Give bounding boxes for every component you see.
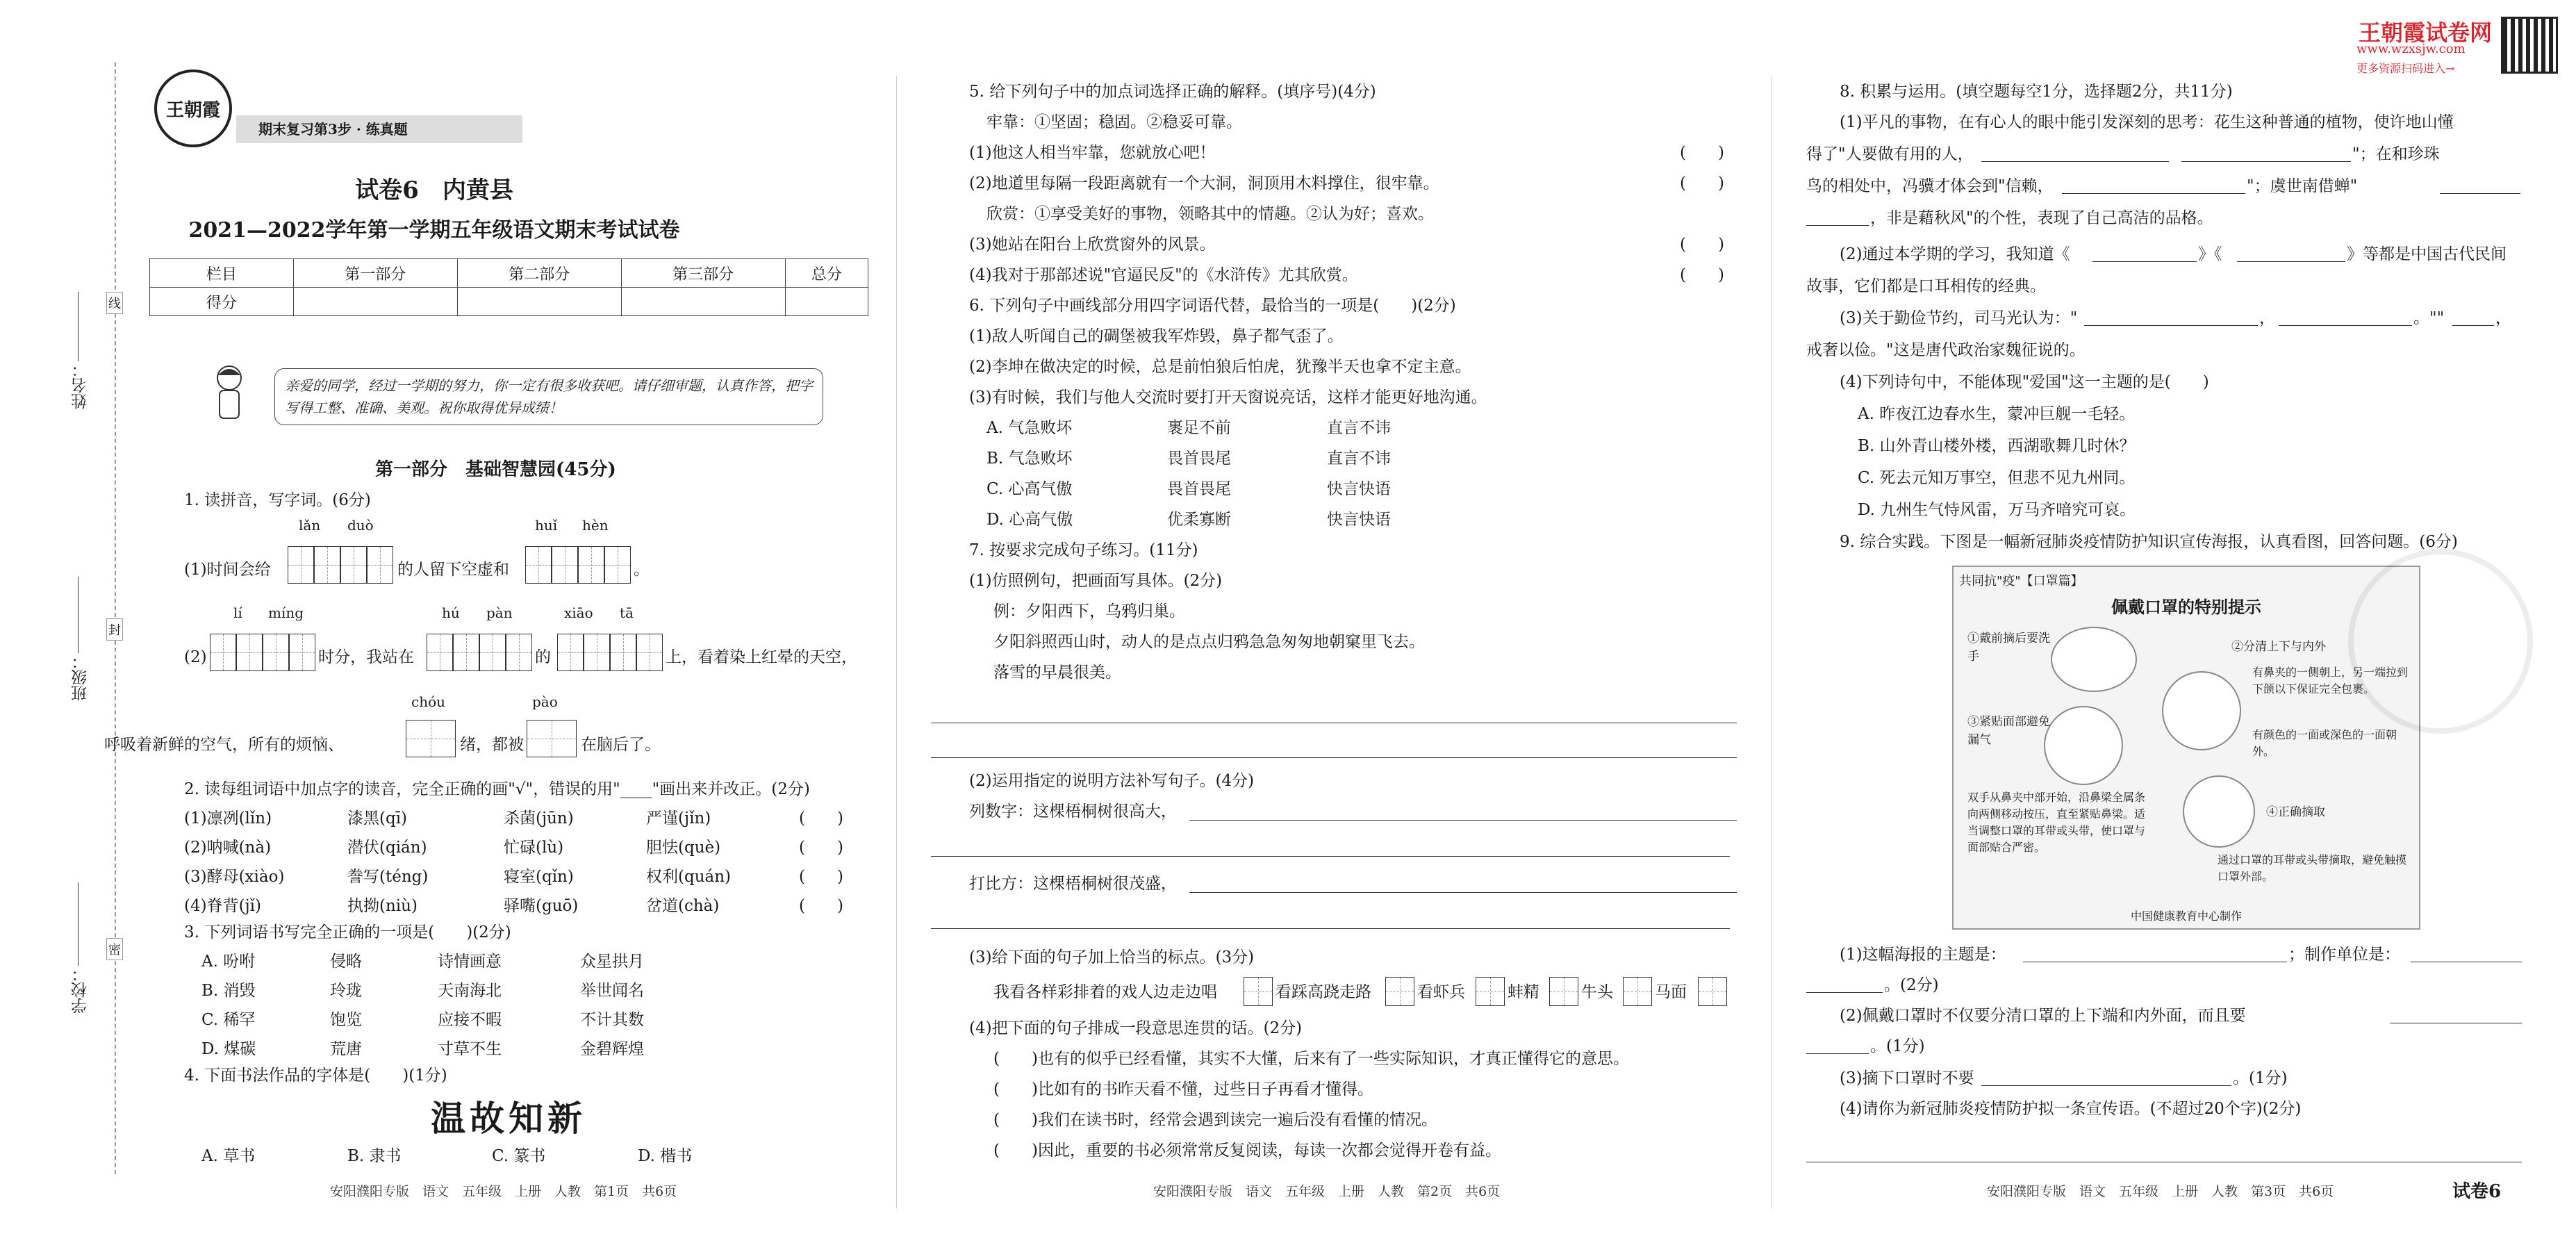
q4-stem: 4. 下面书法作品的字体是( )(1分) bbox=[184, 1067, 447, 1085]
q9-s1: (1)这幅海报的主题是： bbox=[1840, 946, 2006, 964]
q2-answer[interactable]: ( ) bbox=[799, 809, 843, 828]
q6-opt: 裹足不前 bbox=[1167, 419, 1231, 437]
q8-dopt[interactable]: B. 山外青山楼外楼，西湖歌舞几时休？ bbox=[1858, 437, 2136, 455]
logo-banner: 期末复习第3步 · 练真题 bbox=[236, 115, 522, 143]
q6-s3: (3)有时候，我们与他人交流时要打开天窗说亮话，这样才能更好地沟通。 bbox=[969, 388, 1487, 406]
student-figure bbox=[208, 361, 250, 424]
punct-box[interactable] bbox=[1549, 977, 1578, 1006]
answer-line[interactable] bbox=[2440, 193, 2520, 194]
q1-line3-b: 绪，都被 bbox=[460, 736, 524, 754]
pinyin: hèn bbox=[582, 517, 609, 534]
poster-step3: ③紧贴面部避免漏气 bbox=[1967, 715, 2050, 747]
score-header: 第一部分 bbox=[293, 259, 457, 288]
punct-box[interactable] bbox=[1623, 977, 1652, 1006]
q6-opt[interactable]: C. 心高气傲 bbox=[986, 480, 1073, 498]
pinyin: xiāo bbox=[564, 604, 593, 621]
school-field[interactable] bbox=[78, 882, 79, 966]
q2-word: 驿嘴(guō) bbox=[504, 897, 579, 915]
q4-opt[interactable]: D. 楷书 bbox=[638, 1147, 693, 1165]
q4-opt[interactable]: B. 隶书 bbox=[347, 1147, 402, 1165]
poster-step3-text: 有颜色的一面或深色的一面朝外。 bbox=[2252, 728, 2397, 758]
char-box[interactable] bbox=[236, 634, 263, 671]
q3-opt: 众星拱月 bbox=[580, 953, 644, 971]
score-header: 第三部分 bbox=[621, 259, 785, 288]
punct-box[interactable] bbox=[1698, 977, 1727, 1006]
poster-title: 佩戴口罩的特别提示 bbox=[2111, 597, 2261, 617]
q7-sub2: (2)运用指定的说明方法补写句子。(4分) bbox=[969, 772, 1255, 790]
char-box[interactable] bbox=[604, 546, 631, 584]
q8-d1: (4)下列诗句中，不能体现"爱国"这一主题的是( ) bbox=[1840, 373, 2209, 391]
q6-opt[interactable]: B. 气急败坏 bbox=[986, 450, 1073, 468]
seal-watermark bbox=[2348, 549, 2533, 734]
poster-step2-text: 有鼻夹的一侧朝上，另一端拉到下颌以下保证完全包裹。 bbox=[2252, 666, 2409, 695]
q8-a4: ，非是藉秋风"的个性，表现了自己高洁的品格。 bbox=[1870, 209, 2213, 227]
poster-step2: ②分清上下与内外 bbox=[2231, 640, 2326, 654]
q8-b1b: 》《 bbox=[2198, 245, 2222, 263]
pinyin: lǎn bbox=[299, 517, 321, 534]
q7-sub3: (3)给下面的句子加上恰当的标点。(3分) bbox=[969, 948, 1255, 966]
pinyin: hú bbox=[442, 604, 460, 621]
q1-stem: 1. 读拼音，写字词。(6分) bbox=[184, 491, 371, 509]
q8-b2: 故事，它们都是口耳相传的经典。 bbox=[1806, 277, 2046, 295]
score-row-label: 得分 bbox=[150, 288, 294, 316]
q8-b1: (2)通过本学期的学习，我知道《 bbox=[1840, 245, 2070, 263]
q2-stem: 2. 读每组词语中加点字的读音，完全正确的画"√"，错误的用"____"画出来并改正。(2分) bbox=[184, 780, 810, 798]
punct-text: 我看各样彩排着的戏人边走边唱 bbox=[993, 983, 1217, 1001]
q3-opt: 举世闻名 bbox=[580, 982, 644, 1000]
order-item[interactable]: ( )因此，重要的书必须常常反复阅读，每读一次都会觉得开卷有益。 bbox=[993, 1142, 1501, 1160]
q6-opt[interactable]: A. 气急败坏 bbox=[986, 419, 1073, 437]
q6-opt: 畏首畏尾 bbox=[1167, 480, 1231, 498]
char-box[interactable] bbox=[578, 546, 604, 584]
name-label: 姓名： bbox=[72, 361, 90, 409]
answer-line[interactable] bbox=[931, 928, 1730, 929]
q1-line2-c: 的 bbox=[535, 648, 551, 666]
q1-line3-a: 呼吸着新鲜的空气，所有的烦恼、 bbox=[104, 736, 344, 754]
q5-answer[interactable]: ( ) bbox=[1680, 266, 1724, 284]
answer-line[interactable] bbox=[1189, 820, 1737, 821]
pinyin: pào bbox=[532, 693, 558, 710]
binding-tag-xian: 线 bbox=[106, 292, 123, 314]
char-box[interactable] bbox=[427, 634, 453, 671]
score-header: 第二部分 bbox=[457, 259, 621, 288]
q2-word: 潜伏(qián) bbox=[347, 839, 427, 857]
punct-text: 蚌精 bbox=[1508, 983, 1539, 1001]
score-header: 栏目 bbox=[150, 259, 294, 288]
brand-tagline: 更多资源扫码进入→ bbox=[2356, 62, 2455, 75]
q6-s1: (1)敌人听闻自己的碉堡被我军炸毁，鼻子都气歪了。 bbox=[969, 327, 1344, 345]
binding-tag-mi: 密 bbox=[106, 938, 123, 960]
answer-line[interactable] bbox=[2084, 325, 2258, 326]
answer-line[interactable] bbox=[1189, 892, 1737, 893]
q7-example1: 例：夕阳西下，乌鸦归巢。 bbox=[993, 602, 1185, 620]
char-box[interactable] bbox=[525, 546, 552, 584]
q7-sub1: (1)仿照例句，把画面写具体。(2分) bbox=[969, 572, 1223, 590]
q8-a3: 鸟的相处中，冯骥才体会到"信赖， bbox=[1806, 177, 2054, 195]
q7-method1: 列数字：这棵梧桐树很高大， bbox=[969, 802, 1177, 821]
answer-line[interactable] bbox=[931, 856, 1730, 857]
char-box[interactable] bbox=[479, 634, 506, 671]
char-box[interactable] bbox=[314, 546, 340, 584]
char-box[interactable] bbox=[340, 546, 367, 584]
q8-a1: (1)平凡的事物，在有心人的眼中能引发深刻的思考：花生这种普通的植物，使许地山懂 bbox=[1840, 113, 2454, 131]
q3-opt: 天南海北 bbox=[438, 982, 502, 1000]
q1-line2-d: 上，看着染上红晕的天空， bbox=[666, 648, 857, 666]
remove-mask-icon bbox=[2183, 775, 2255, 848]
q3-opt[interactable]: B. 消毁 bbox=[201, 982, 256, 1000]
q3-opt: 侵略 bbox=[330, 953, 362, 971]
answer-line[interactable] bbox=[1981, 161, 2169, 162]
q6-opt: 直言不讳 bbox=[1327, 419, 1391, 437]
footer-page2: 安阳濮阳专版 语文 五年级 上册 人教 第2页 共6页 bbox=[1153, 1184, 1501, 1199]
q1-line1-b: 的人留下空虚和 bbox=[397, 561, 509, 579]
poster-maker: 中国健康教育中心制作 bbox=[2130, 909, 2242, 923]
q2-word: (2)呐喊(nà) bbox=[184, 839, 272, 857]
calligraphy-art: 温故知新 bbox=[431, 1098, 586, 1139]
q8-c1: (3)关于勤俭节约，司马光认为：" bbox=[1840, 309, 2078, 327]
q5-def2: 欣赏：①享受美好的事物，领略其中的情趣。②认为好；喜欢。 bbox=[986, 205, 1434, 223]
punct-box[interactable] bbox=[1244, 977, 1273, 1006]
score-header: 总分 bbox=[785, 259, 868, 288]
char-box[interactable] bbox=[367, 546, 393, 584]
logo-text: 王朝霞 bbox=[165, 99, 220, 121]
order-item[interactable]: ( )我们在读书时，经常会遇到读完一遍后没有看懂的情况。 bbox=[993, 1111, 1437, 1129]
answer-line[interactable] bbox=[2279, 325, 2412, 326]
hand-washing-icon bbox=[2051, 627, 2137, 692]
q2-word: 杀菌(jūn) bbox=[504, 809, 574, 828]
q8-a2b: "；在和珍珠 bbox=[2352, 145, 2440, 163]
brand-url: www.wzxsjw.com bbox=[2356, 42, 2466, 56]
poster-press-text: 双手从鼻夹中部开始，沿鼻梁全属条向两侧移动按压，直至紧贴鼻梁。适当调整口罩的耳带或头带，使口罩与面部贴合严密。 bbox=[1967, 791, 2146, 854]
char-box[interactable] bbox=[610, 634, 636, 671]
order-item[interactable]: ( )也有的似乎已经看懂，其实不大懂，后来有了一些实际知识，才真正懂得它的意思。 bbox=[993, 1050, 1629, 1068]
poster-step4: ④正确摘取 bbox=[2266, 805, 2325, 819]
q3-opt[interactable]: A. 吩咐 bbox=[201, 953, 256, 971]
q2-answer[interactable]: ( ) bbox=[799, 868, 843, 886]
exam-tag: 试卷6 bbox=[2452, 1181, 2502, 1202]
q6-opt: 畏首畏尾 bbox=[1167, 450, 1231, 468]
q8-stem: 8. 积累与运用。(填空题每空1分，选择题2分，共11分) bbox=[1840, 83, 2233, 101]
q3-opt[interactable]: C. 稀罕 bbox=[201, 1011, 256, 1029]
q5-answer[interactable]: ( ) bbox=[1680, 236, 1724, 254]
q9-s4: (4)请你为新冠肺炎疫情防护拟一条宣传语。(不超过20个字)(2分) bbox=[1840, 1100, 2302, 1118]
part1-title: 第一部分 基础智慧园(45分) bbox=[375, 459, 616, 480]
q8-dopt[interactable]: C. 死去元知万事空，但悲不见九州同。 bbox=[1858, 469, 2136, 487]
q8-b1c: 》等都是中国古代民间 bbox=[2347, 245, 2507, 263]
char-box[interactable] bbox=[288, 546, 314, 584]
pinyin: duò bbox=[347, 517, 374, 534]
punct-text: 看虾兵 bbox=[1417, 983, 1465, 1001]
q7-example3: 落雪的早晨很美。 bbox=[993, 664, 1121, 682]
q7-method2: 打比方：这棵梧桐树很茂盛， bbox=[969, 875, 1177, 893]
char-box[interactable] bbox=[263, 634, 289, 671]
q2-word: 执拗(niù) bbox=[347, 897, 418, 915]
q2-word: 胆怯(què) bbox=[646, 839, 721, 857]
face-mask-icon bbox=[2044, 706, 2123, 785]
char-box[interactable] bbox=[453, 634, 479, 671]
q6-opt: 快言快语 bbox=[1327, 480, 1391, 498]
answer-line[interactable] bbox=[1806, 992, 1883, 993]
char-box[interactable] bbox=[552, 546, 578, 584]
q1-line2-b: 时分，我站在 bbox=[318, 648, 414, 666]
q8-dopt[interactable]: D. 九州生气恃风雷，万马齐喑究可哀。 bbox=[1858, 501, 2136, 519]
q1-line1-c: 。 bbox=[634, 561, 650, 579]
char-box[interactable] bbox=[210, 634, 236, 671]
char-box[interactable] bbox=[636, 634, 663, 671]
q2-word: 寝室(qǐn) bbox=[504, 868, 574, 886]
q9-s1c: 。(2分) bbox=[1884, 976, 1939, 994]
q7-example2: 夕阳斜照西山时，动人的是点点归鸦急急匆匆地朝窠里飞去。 bbox=[993, 633, 1425, 651]
q2-word: (3)酵母(xiào) bbox=[184, 868, 285, 886]
q4-opt[interactable]: C. 篆书 bbox=[492, 1147, 546, 1165]
q2-answer[interactable]: ( ) bbox=[799, 839, 843, 857]
q1-line3-c: 在脑后了。 bbox=[581, 736, 661, 754]
poster-step4-text: 通过口罩的耳带或头带摘取，避免触摸口罩外部。 bbox=[2218, 853, 2407, 883]
punct-text: 马面 bbox=[1655, 983, 1687, 1001]
answer-line[interactable] bbox=[2062, 193, 2245, 194]
q2-word: 誊写(téng) bbox=[347, 868, 429, 886]
class-label: 班级： bbox=[72, 653, 90, 701]
q6-opt: 优柔寡断 bbox=[1167, 511, 1231, 529]
q6-opt: 直言不讳 bbox=[1327, 450, 1391, 468]
answer-line[interactable] bbox=[2237, 261, 2345, 262]
answer-line[interactable] bbox=[2452, 325, 2494, 326]
q9-stem: 9. 综合实践。下图是一幅新冠肺炎疫情防护知识宣传海报，认真看图，回答问题。(6分) bbox=[1840, 533, 2458, 551]
q3-opt: 不计其数 bbox=[580, 1011, 644, 1029]
q9-s3b: 。(1分) bbox=[2233, 1069, 2288, 1087]
q8-dopt[interactable]: A. 昨夜江边春水生，蒙冲巨舰一毛轻。 bbox=[1858, 405, 2136, 423]
q3-opt: 饱览 bbox=[330, 1011, 362, 1029]
char-box[interactable] bbox=[289, 634, 315, 671]
poster-step1: ①戴前摘后要洗手 bbox=[1967, 632, 2050, 664]
punct-text: 牛头 bbox=[1581, 983, 1613, 1001]
q5-def1: 牢靠：①坚固；稳固。②稳妥可靠。 bbox=[986, 113, 1242, 131]
q2-word: 权利(quán) bbox=[646, 868, 732, 886]
answer-line[interactable] bbox=[931, 757, 1737, 758]
page-divider bbox=[896, 76, 897, 1208]
q3-opt: 荒唐 bbox=[330, 1040, 362, 1058]
q2-word: (1)凛冽(lǐn) bbox=[184, 809, 272, 828]
mask-icon bbox=[2162, 671, 2241, 750]
q9-s1b: ；制作单位是： bbox=[2288, 946, 2400, 964]
q5-answer[interactable]: ( ) bbox=[1680, 144, 1724, 162]
brand-name: 王朝霞试卷网 bbox=[2359, 19, 2493, 46]
q6-s2: (2)李坤在做决定的时候，总是前怕狼后怕虎，犹豫半天也拿不定主意。 bbox=[969, 358, 1471, 376]
q4-opt[interactable]: A. 草书 bbox=[201, 1147, 256, 1165]
q8-c2: 戒奢以俭。"这是唐代政治家魏征说的。 bbox=[1806, 341, 2086, 359]
pinyin: míng bbox=[268, 604, 304, 621]
q9-s3: (3)摘下口罩时不要 bbox=[1840, 1069, 1974, 1087]
q5-stem: 5. 给下列句子中的加点词选择正确的解释。(填序号)(4分) bbox=[969, 83, 1376, 101]
school-label: 学校： bbox=[72, 966, 90, 1014]
footer-page3: 安阳濮阳专版 语文 五年级 上册 人教 第3页 共6页 bbox=[1987, 1184, 2334, 1199]
score-cell[interactable] bbox=[785, 288, 868, 316]
answer-line[interactable] bbox=[2181, 161, 2351, 162]
class-field[interactable] bbox=[78, 577, 79, 653]
q3-stem: 3. 下列词语书写完全正确的一项是( )(2分) bbox=[184, 923, 511, 941]
q8-c1d: ， bbox=[2495, 309, 2511, 327]
punct-box[interactable] bbox=[1385, 977, 1414, 1006]
q8-a2: 得了"人要做有用的人， bbox=[1806, 145, 1974, 163]
q6-opt[interactable]: D. 心高气傲 bbox=[986, 511, 1073, 529]
char-box[interactable] bbox=[406, 720, 456, 757]
q1-line1-a: (1)时间会给 bbox=[184, 561, 271, 579]
answer-line[interactable] bbox=[2092, 261, 2197, 262]
char-box[interactable] bbox=[527, 720, 577, 757]
q6-opt: 快言快语 bbox=[1327, 511, 1391, 529]
pinyin: huǐ bbox=[535, 517, 558, 534]
poster-top: 共同抗"疫"【口罩篇】 bbox=[1959, 574, 2083, 588]
q3-opt: 诗情画意 bbox=[438, 953, 502, 971]
q5-s4: (4)我对于那部述说"官逼民反"的《水浒传》尤其欣赏。 bbox=[969, 266, 1358, 284]
q2-word: 严谨(jǐn) bbox=[646, 809, 711, 828]
char-box[interactable] bbox=[506, 634, 532, 671]
greeting-box: 亲爱的同学，经过一学期的努力，你一定有很多收获吧。请仔细审题，认真作答，把字写得工整、准确、美观。祝你取得优异成绩！ bbox=[274, 368, 823, 425]
score-cell[interactable] bbox=[293, 288, 457, 316]
char-box[interactable] bbox=[557, 634, 584, 671]
name-field[interactable] bbox=[78, 292, 79, 361]
answer-line[interactable] bbox=[1806, 225, 1869, 226]
q2-word: (4)脊背(jǐ) bbox=[184, 897, 262, 915]
pinyin: lí bbox=[233, 604, 242, 621]
q5-s2: (2)地道里每隔一段距离就有一个大洞，洞顶用木料撑住，很牢靠。 bbox=[969, 174, 1439, 192]
q3-opt: 应接不暇 bbox=[438, 1011, 502, 1029]
answer-line[interactable] bbox=[1981, 1085, 2231, 1086]
binding-tag-feng: 封 bbox=[106, 618, 123, 641]
logo bbox=[154, 69, 232, 147]
score-cell[interactable] bbox=[457, 288, 621, 316]
pinyin: pàn bbox=[486, 604, 513, 621]
q2-word: 忙碌(lù) bbox=[504, 839, 564, 857]
q3-opt: 金碧辉煌 bbox=[580, 1040, 644, 1058]
q3-opt: 寸草不生 bbox=[438, 1040, 502, 1058]
q7-sub4: (4)把下面的句子排成一段意思连贯的话。(2分) bbox=[969, 1019, 1303, 1037]
q5-s1: (1)他这人相当牢靠，您就放心吧！ bbox=[969, 144, 1216, 162]
q5-s3: (3)她站在阳台上欣赏窗外的风景。 bbox=[969, 236, 1216, 254]
char-box[interactable] bbox=[584, 634, 610, 671]
q2-word: 漆黑(qī) bbox=[347, 809, 408, 828]
punct-box[interactable] bbox=[1476, 977, 1505, 1006]
q8-c1c: 。"" bbox=[2413, 309, 2445, 327]
answer-line[interactable] bbox=[1806, 1053, 1869, 1054]
exam-title: 试卷6 内黄县 bbox=[355, 176, 513, 204]
q7-stem: 7. 按要求完成句子练习。(11分) bbox=[969, 541, 1198, 559]
footer-page1: 安阳濮阳专版 语文 五年级 上册 人教 第1页 共6页 bbox=[330, 1184, 677, 1199]
score-cell[interactable] bbox=[621, 288, 785, 316]
q5-answer[interactable]: ( ) bbox=[1680, 174, 1724, 192]
q2-word: 岔道(chà) bbox=[646, 897, 720, 915]
q8-a3b: "；虞世南借蝉" bbox=[2247, 177, 2358, 195]
order-item[interactable]: ( )比如有的书昨天看不懂，过些日子再看才懂得。 bbox=[993, 1080, 1373, 1098]
score-table bbox=[149, 258, 868, 316]
punct-text: 看踩高跷走路 bbox=[1275, 983, 1371, 1001]
q3-opt: 玲珑 bbox=[330, 982, 362, 1000]
q6-stem: 6. 下列句子中画线部分用四字词语代替，最恰当的一项是( )(2分) bbox=[969, 297, 1456, 315]
q1-line2-a: (2) bbox=[184, 648, 207, 666]
q9-s2b: 。(1分) bbox=[1870, 1037, 1925, 1055]
q3-opt[interactable]: D. 煤碳 bbox=[201, 1040, 256, 1058]
q8-c1b: ， bbox=[2259, 309, 2275, 327]
exam-subtitle: 2021—2022学年第一学期五年级语文期末考试试卷 bbox=[188, 218, 680, 242]
pinyin: tā bbox=[620, 604, 634, 621]
pinyin: chóu bbox=[411, 693, 446, 710]
q9-s2: (2)佩戴口罩时不仅要分清口罩的上下端和内外面，而且要 bbox=[1840, 1007, 2246, 1025]
q2-answer[interactable]: ( ) bbox=[799, 897, 843, 915]
qr-code-icon[interactable] bbox=[2501, 17, 2558, 74]
